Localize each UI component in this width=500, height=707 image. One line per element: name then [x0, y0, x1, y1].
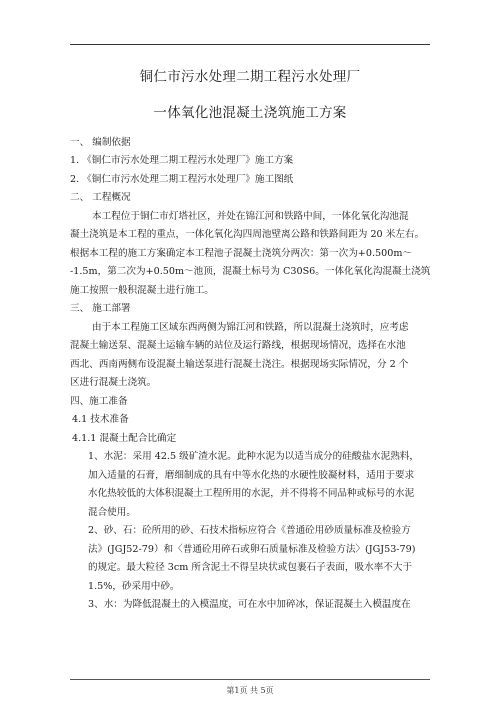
paragraph-line: 2、砂、石：砼所用的砂、石技术指标应符合《普通砼用砂质量标准及检验方 [88, 525, 411, 536]
paragraph-line: 由于本工程施工区域东西两侧为锦江河和铁路，所以混凝土浇筑时，应考虑 [92, 322, 409, 333]
section-heading-basis: 一、 编制依据 [70, 137, 131, 148]
paragraph-line: 根据本工程的施工方案确定本工程池子混凝土浇筑分两次：第一次为+0.500m～ [70, 248, 413, 259]
paragraph-line: 法》(JGJ52-79）和〈普通砼用碎石或卵石质量标准及检验方法〉(JGJ53-79) [88, 544, 416, 555]
subsection-heading: 4.1 技术准备 [72, 414, 129, 425]
paragraph-line: 区进行混凝土浇筑。 [70, 377, 157, 388]
subsection-heading: 4.1.1 混凝土配合比确定 [72, 433, 177, 444]
page-number: 第1页 共 5页 [226, 686, 274, 695]
paragraph-line: 混合使用。 [88, 507, 136, 518]
section-heading-deployment: 三、 施工部署 [70, 303, 131, 314]
paragraph-line: -1.5m，第二次为+0.50m～池顶，混凝土标号为 C30S6。一体化氧化沟混凝土浇筑 [70, 266, 431, 277]
header-rule [70, 44, 430, 45]
paragraph-line: 加入适量的石膏，磨细制成的具有中等水化热的水硬性胶凝材料，适用于要求 [88, 470, 415, 481]
section-heading-overview: 二、 工程概况 [70, 192, 131, 203]
paragraph-line: 的规定。最大粒径 3cm 所含泥土不得呈块状或包裹石子表面，吸水率不大于 [88, 562, 413, 573]
paragraph-line: 施工按照一般积混凝土进行施工。 [70, 285, 214, 296]
paragraph-line: 西北、西南两侧布设混凝土输送泵进行混凝土浇注。根据现场实际情况，分 2 个 [70, 359, 409, 370]
paragraph-line: 本工程位于铜仁市灯塔社区，并处在锦江河和铁路中间，一体化氧化沟池混 [92, 211, 409, 222]
doc-title-line-2: 一体氧化池混凝土浇筑施工方案 [153, 105, 347, 121]
doc-title-line-1: 铜仁市污水处理二期工程污水处理厂 [139, 69, 361, 85]
paragraph-line: 混凝土输送泵、混凝土运输车辆的站位及运行路线，根据现场情况，选择在水池 [70, 340, 406, 351]
paragraph-line: 1、水泥：采用 42.5 级矿渣水泥。此种水泥为以适当成分的硅酸盐水泥熟料， [88, 451, 419, 462]
paragraph-line: 1.5%，砂采用中砂。 [88, 581, 180, 592]
footer-rule [70, 679, 430, 680]
list-item: 1. 《铜仁市污水处理二期工程污水处理厂》施工方案 [70, 155, 294, 166]
list-item: 2. 《铜仁市污水处理二期工程污水处理厂》施工图纸 [70, 174, 294, 185]
paragraph-line: 水化热较低的大体积混凝土工程所用的水泥，并不得将不同品种或标号的水泥 [88, 488, 415, 499]
paragraph-line: 凝土浇筑是本工程的重点，一体化氧化沟四周池壁离公路和铁路间距为 20 米左右。 [70, 229, 425, 240]
paragraph-line: 3、水：为降低混凝土的入模温度，可在水中加碎冰，保证混凝土入模温度在 [88, 599, 411, 610]
section-heading-preparation: 四、施工准备 [70, 396, 128, 407]
